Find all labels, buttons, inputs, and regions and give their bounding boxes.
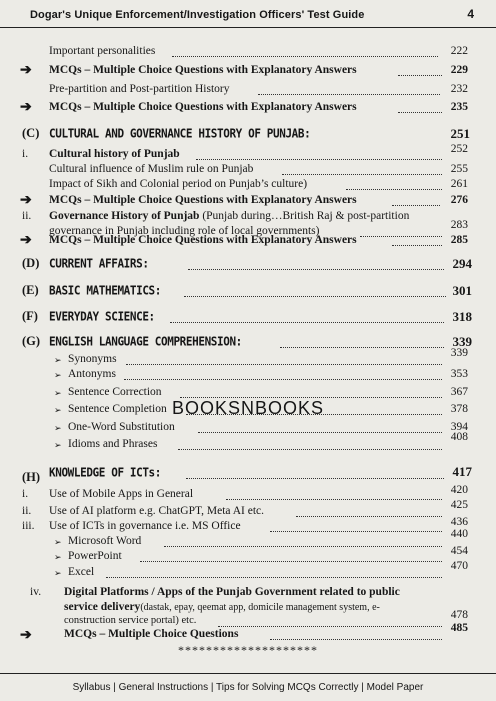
entry-page: 285: [450, 234, 468, 246]
entry-title: Sentence Correction: [68, 386, 162, 398]
entry-page: 229: [450, 64, 468, 76]
item-mark: ii.: [22, 210, 32, 222]
entry-page: 252: [450, 143, 468, 155]
entry-page: 394: [450, 421, 468, 433]
toc-entry[interactable]: [0, 586, 496, 602]
toc-entry[interactable]: [0, 431, 496, 454]
entry-page: 425: [450, 499, 468, 511]
entry-page: 283: [450, 219, 468, 231]
toc-entry[interactable]: [0, 178, 496, 194]
toc-section[interactable]: [0, 283, 496, 301]
entry-page: 276: [450, 194, 468, 206]
entry-title: Synonyms: [68, 353, 117, 365]
entry-page: 232: [450, 83, 468, 95]
leader-dots: [164, 546, 442, 547]
entry-title-rest: (dastak, epay, qeemat app, domicile management system, e-: [140, 602, 380, 613]
leader-dots: [170, 322, 444, 323]
entry-title: Pre-partition and Post-partition History: [49, 83, 230, 95]
toc-section[interactable]: [0, 334, 496, 352]
entry-title: MCQs – Multiple Choice Questions with Explanatory Answers: [49, 101, 357, 113]
section-page: 339: [452, 334, 472, 349]
entry-title: [64, 601, 380, 613]
arrow-icon: ➔: [20, 100, 32, 115]
entry-title: Cultural history of Punjab: [49, 148, 180, 160]
entry-title-bold: Governance History of Punjab: [49, 210, 200, 222]
toc-entry[interactable]: [0, 64, 496, 80]
section-title: CULTURAL AND GOVERNANCE HISTORY OF PUNJAB:: [49, 126, 311, 141]
leader-dots: [196, 159, 442, 160]
entry-title: MCQs – Multiple Choice Questions with Explanatory Answers: [49, 234, 357, 246]
page-header: [0, 0, 496, 28]
section-mark: (G): [22, 334, 41, 348]
entry-title: MCQs – Multiple Choice Questions with Explanatory Answers: [49, 194, 357, 206]
entry-title: Important personalities: [49, 45, 156, 57]
sub-arrow-icon: ➢: [54, 537, 62, 547]
leader-dots: [280, 347, 444, 348]
entry-page: 478: [450, 609, 468, 621]
entry-page: 353: [450, 368, 468, 380]
entry-page: 255: [450, 163, 468, 175]
section-page: 301: [452, 283, 472, 298]
item-mark: iii.: [22, 520, 35, 532]
arrow-icon: ➔: [20, 628, 32, 643]
entry-page: 222: [450, 45, 468, 57]
leader-dots: [124, 379, 442, 380]
item-mark: i.: [22, 488, 29, 500]
leader-dots: [178, 449, 442, 450]
entry-title: governance in Punjab including role of local governments): [49, 225, 320, 237]
item-mark: ii.: [22, 505, 32, 517]
section-page: 251: [450, 126, 470, 141]
section-mark: (C): [22, 126, 40, 140]
toc-entry[interactable]: [0, 210, 496, 226]
leader-dots: [188, 269, 444, 270]
sub-arrow-icon: ➢: [54, 440, 62, 450]
leader-dots: [126, 364, 442, 365]
entry-page: 470: [450, 560, 468, 572]
entry-page: 339: [450, 347, 468, 359]
entry-title: PowerPoint: [68, 550, 122, 562]
toc-entry[interactable]: [0, 368, 496, 384]
entry-title: Microsoft Word: [68, 535, 142, 547]
footer-text: Syllabus | General Instructions | Tips for Solving MCQs Correctly | Model Paper: [72, 682, 424, 693]
entry-page: 235: [450, 101, 468, 113]
item-mark: i.: [22, 148, 29, 160]
entry-title: One-Word Substitution: [68, 421, 175, 433]
entry-title: Use of ICTs in governance i.e. MS Office: [49, 520, 241, 532]
entry-title: Sentence Completion: [68, 403, 167, 415]
section-page: 294: [452, 256, 472, 271]
sub-arrow-icon: ➢: [54, 388, 62, 398]
leader-dots: [282, 174, 442, 175]
watermark: BOOKSNBOOKS: [171, 398, 325, 418]
end-stars: ********************: [178, 643, 318, 657]
toc-section[interactable]: [0, 256, 496, 274]
section-title: CURRENT AFFAIRS:: [49, 256, 149, 271]
toc-entry[interactable]: [0, 347, 496, 369]
toc-entry[interactable]: [0, 516, 496, 536]
arrow-icon: ➔: [20, 193, 32, 208]
section-mark: (F): [22, 309, 38, 323]
leader-dots: [198, 432, 442, 433]
entry-title: Use of AI platform e.g. ChatGPT, Meta AI etc.: [49, 505, 265, 517]
entry-page: 436: [450, 516, 468, 528]
sub-arrow-icon: ➢: [54, 355, 62, 365]
toc-entry[interactable]: [0, 560, 496, 582]
entry-title-bold: service delivery: [64, 601, 141, 613]
entry-title: construction service portal) etc.: [64, 615, 197, 626]
entry-title: MCQs – Multiple Choice Questions with Explanatory Answers: [49, 64, 357, 76]
section-mark: (H): [22, 470, 41, 484]
arrow-icon: ➔: [20, 233, 32, 248]
book-title: Dogar's Unique Enforcement/Investigation Officers' Test Guide: [30, 9, 365, 21]
entry-page: 367: [450, 386, 468, 398]
sub-arrow-icon: ➢: [54, 405, 62, 415]
entry-page: 261: [450, 178, 468, 190]
entry-title: Antonyms: [68, 368, 116, 380]
entry-page: 378: [450, 403, 468, 415]
entry-page: 408: [450, 431, 468, 443]
toc-entry[interactable]: [0, 143, 496, 164]
toc-entry[interactable]: [0, 83, 496, 99]
sub-arrow-icon: ➢: [54, 568, 62, 578]
leader-dots: [184, 296, 446, 297]
sub-arrow-icon: ➢: [54, 552, 62, 562]
toc-entry[interactable]: [0, 421, 496, 437]
toc-section[interactable]: [0, 309, 496, 327]
sub-arrow-icon: ➢: [54, 370, 62, 380]
leader-dots: [172, 56, 438, 57]
toc-section[interactable]: [0, 464, 496, 488]
leader-dots: [270, 531, 442, 532]
section-page: 318: [452, 309, 472, 324]
toc-entry[interactable]: [0, 545, 496, 566]
entry-page: 420: [450, 484, 468, 496]
entry-title: Idioms and Phrases: [68, 438, 158, 450]
entry-title-rest: (Punjab during…British Raj & post-partition: [199, 210, 410, 222]
entry-title: Digital Platforms / Apps of the Punjab Government related to public: [64, 586, 400, 598]
entry-page: 454: [450, 545, 468, 557]
toc-section[interactable]: [0, 126, 496, 144]
sub-arrow-icon: ➢: [54, 423, 62, 433]
leader-dots: [258, 94, 440, 95]
toc-entry[interactable]: [0, 622, 496, 644]
section-mark: (E): [22, 283, 39, 297]
page-number: 4: [467, 7, 474, 21]
section-title: ENGLISH LANGUAGE COMPREHENSION:: [49, 334, 242, 349]
leader-dots: [270, 639, 442, 640]
entry-title: [49, 210, 409, 222]
section-title: EVERYDAY SCIENCE:: [49, 309, 155, 324]
toc-entry[interactable]: [0, 499, 496, 521]
toc-entry[interactable]: [0, 194, 496, 210]
entry-title: Excel: [68, 566, 95, 578]
leader-dots: [140, 561, 442, 562]
leader-dots: [106, 577, 442, 578]
toc-entry[interactable]: [0, 234, 496, 250]
item-mark: iv.: [30, 586, 42, 598]
toc-entry[interactable]: [0, 528, 496, 551]
leader-dots: [218, 626, 442, 627]
section-title: KNOWLEDGE OF ICTs:: [49, 465, 162, 480]
entry-title: MCQs – Multiple Choice Questions: [64, 628, 239, 640]
section-page: 417: [452, 464, 472, 479]
toc-entry[interactable]: [0, 45, 496, 61]
leader-dots: [186, 478, 444, 479]
section-mark: (D): [22, 256, 40, 270]
arrow-icon: ➔: [20, 63, 32, 78]
entry-page: 440: [450, 528, 468, 540]
section-title: BASIC MATHEMATICS:: [49, 283, 162, 298]
toc-entry[interactable]: [0, 484, 496, 504]
toc-entry[interactable]: [0, 101, 496, 117]
entry-title: Use of Mobile Apps in General: [49, 488, 194, 500]
entry-title: Impact of Sikh and Colonial period on Punjab’s culture): [49, 178, 308, 190]
toc-entry[interactable]: [0, 163, 496, 179]
entry-page: 485: [450, 622, 468, 634]
leader-dots: [296, 516, 442, 517]
entry-title: Cultural influence of Muslim rule on Punjab: [49, 163, 254, 175]
page-footer: [0, 673, 496, 701]
leader-dots: [226, 499, 442, 500]
